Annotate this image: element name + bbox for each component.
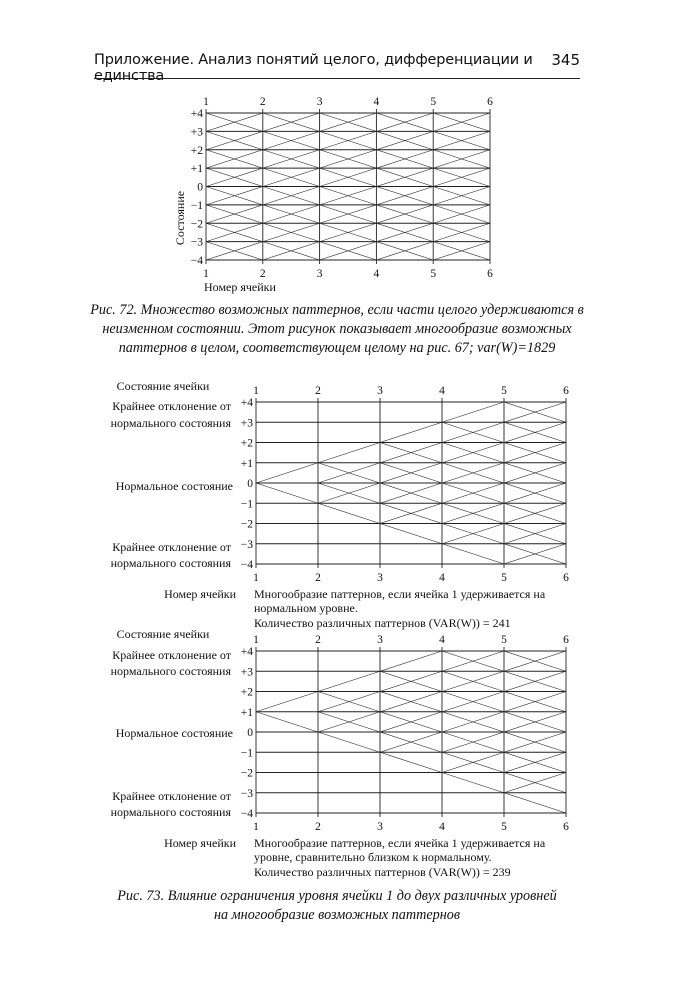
state-label: −3	[240, 538, 253, 551]
column-label-bottom: 5	[501, 821, 507, 833]
state-label: +1	[240, 457, 253, 470]
panel-a-cell-state-label: Состояние ячейки	[116, 379, 210, 393]
panel-a-extreme-bottom-line2: нормального состояния	[110, 556, 231, 570]
column-label-bottom: 4	[373, 268, 380, 280]
column-label-bottom: 5	[501, 572, 507, 584]
transition-line	[442, 773, 504, 793]
panel-a-note-line2: нормальном уровне.	[254, 601, 358, 615]
column-label-top: 2	[315, 634, 321, 646]
state-label: −2	[190, 218, 203, 231]
column-label-top: 4	[439, 385, 445, 397]
column-label-top: 6	[487, 96, 493, 108]
panel-a-extreme-bottom-line1: Крайнее отклонение от	[112, 540, 231, 554]
state-label: +4	[240, 397, 253, 409]
column-label-top: 6	[563, 385, 569, 397]
panel-b-lines	[256, 647, 566, 817]
state-label: −2	[240, 767, 253, 780]
column-label-bottom: 1	[203, 268, 209, 280]
panel-a-extreme-top-line1: Крайнее отклонение от	[112, 399, 231, 413]
column-label-bottom: 1	[253, 572, 259, 584]
column-label-top: 1	[253, 634, 259, 646]
state-label: +4	[240, 646, 253, 658]
panel-a-extreme-top-line2: нормального состояния	[110, 416, 231, 430]
state-label: +4	[190, 108, 203, 120]
state-label: −4	[190, 255, 203, 267]
state-label: +2	[240, 686, 253, 699]
state-label: −2	[240, 518, 253, 531]
column-label-top: 5	[430, 96, 437, 108]
column-label-bottom: 4	[439, 821, 445, 833]
transition-line	[318, 671, 380, 691]
figure-72-caption: Рис. 72. Множество возможных паттернов, если части целого удерживаются в неизменном состоянии. Этот рисунок показывает многообразие возможных паттернов в целом, соответствующем целому на рис. 67; var(W)=1829	[90, 302, 584, 356]
panel-a-note-line1: Многообразие паттернов, если ячейка 1 удерживается на	[254, 587, 546, 601]
column-label-top: 2	[315, 385, 321, 397]
column-label-bottom: 2	[315, 572, 321, 584]
state-label: −4	[240, 808, 253, 820]
state-label: +2	[190, 144, 203, 157]
column-label-top: 3	[377, 385, 383, 397]
panel-b-cell-number-label: Номер ячейки	[164, 836, 236, 850]
figure-73-caption-line1: Рис. 73. Влияние ограничения уровня ячейки 1 до двух различных уровней	[117, 888, 557, 904]
state-label: −3	[240, 787, 253, 800]
column-label-top: 1	[203, 96, 209, 108]
panel-b-note-line1: Многообразие паттернов, если ячейка 1 удерживается на	[254, 836, 546, 850]
column-label-bottom: 3	[377, 572, 383, 584]
transition-line	[504, 793, 566, 813]
state-label: 0	[197, 181, 203, 194]
panel-b-bottom-column-labels	[253, 821, 569, 833]
state-label: +3	[190, 126, 203, 139]
state-label: −4	[240, 559, 253, 571]
column-label-top: 1	[253, 385, 259, 397]
column-label-top: 3	[377, 634, 383, 646]
column-label-bottom: 2	[259, 268, 266, 280]
transition-line	[256, 712, 318, 732]
state-label: +1	[190, 163, 203, 176]
transition-line	[380, 651, 442, 671]
column-label-bottom: 6	[563, 572, 569, 584]
panel-b-normal-label: Нормальное состояние	[115, 726, 233, 740]
state-label: −3	[190, 236, 203, 249]
panel-b-top-column-labels	[253, 634, 569, 646]
panel-b-extreme-bottom-line1: Крайнее отклонение от	[112, 789, 231, 803]
panel-a-normal-label: Нормальное состояние	[115, 479, 233, 493]
panel-b-extreme-top-line1: Крайнее отклонение от	[112, 648, 231, 662]
column-label-bottom: 1	[253, 821, 259, 833]
column-label-bottom: 6	[487, 268, 493, 280]
state-label: −1	[240, 498, 253, 511]
state-label: 0	[247, 478, 253, 490]
panel-b-state-labels	[241, 646, 254, 820]
column-label-bottom: 3	[316, 268, 323, 280]
column-label-bottom: 3	[377, 821, 383, 833]
state-label: −1	[190, 199, 203, 212]
state-label: 0	[247, 727, 253, 739]
panel-a-note-line3: Количество различных паттернов (VAR(W)) = 241	[254, 616, 511, 630]
column-label-top: 2	[259, 96, 266, 108]
column-label-bottom: 4	[439, 572, 445, 584]
column-label-top: 5	[501, 385, 507, 397]
figure-72-x-label: Номер ячейки	[204, 280, 276, 294]
column-label-top: 3	[316, 96, 323, 108]
transition-line	[256, 692, 318, 712]
column-label-top: 4	[373, 96, 380, 108]
figure-73-caption-line2: на многообразие возможных паттернов	[213, 907, 461, 923]
column-label-bottom: 6	[563, 821, 569, 833]
transition-line	[318, 732, 380, 752]
page-number: 345	[551, 51, 580, 69]
panel-b-cell-state-label: Состояние ячейки	[116, 627, 210, 641]
panel-b-note-line2: уровне, сравнительно близком к нормальному.	[254, 850, 492, 864]
panel-b-note-line3: Количество различных паттернов (VAR(W)) = 239	[254, 865, 511, 879]
column-label-top: 5	[501, 634, 507, 646]
state-label: +3	[240, 417, 253, 430]
panel-a-cell-number-label: Номер ячейки	[164, 587, 236, 601]
state-label: +3	[240, 666, 253, 679]
running-head: Приложение. Анализ понятий целого, дифференциации и единства	[94, 52, 533, 84]
transition-line	[380, 752, 442, 772]
column-label-top: 6	[563, 634, 569, 646]
figure-72-y-label: Состояние	[173, 190, 187, 246]
panel-b-extreme-bottom-line2: нормального состояния	[110, 805, 231, 819]
panel-b-extreme-top-line2: нормального состояния	[110, 664, 231, 678]
column-label-top: 4	[439, 634, 445, 646]
column-label-bottom: 5	[430, 268, 437, 280]
state-label: +1	[240, 706, 253, 719]
state-label: +2	[240, 437, 253, 450]
column-label-bottom: 2	[315, 821, 321, 833]
state-label: −1	[240, 747, 253, 760]
